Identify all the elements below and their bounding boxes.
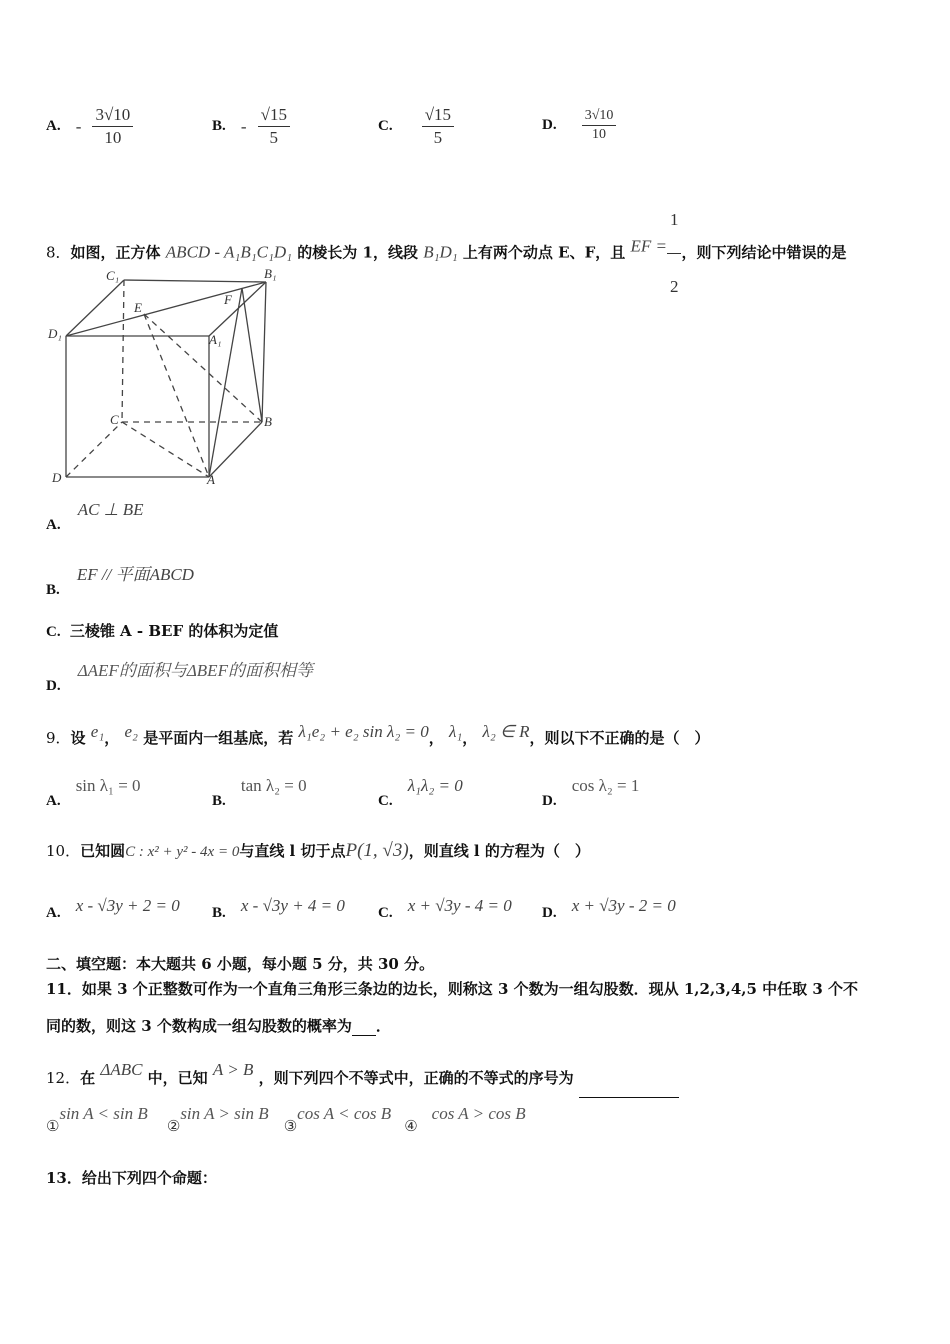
option-label: C.: [46, 624, 61, 640]
fraction: $\frac{3√10}{10}$: [92, 105, 133, 148]
option-label: D.: [542, 905, 557, 921]
q9-option-b: B. tan λ₂ = 0: [212, 776, 307, 809]
q10-option-b: B. x - √3y + 4 = 0: [212, 896, 345, 921]
q10-stem: 10．已知圆C : x² + y² - 4x = 0与直线 l 切于点P(1, √3)，则直线 l 的方程为（ ）: [46, 840, 590, 861]
option-label: A.: [46, 517, 61, 533]
answer-blank[interactable]: [352, 1021, 376, 1036]
cube-figure: [44, 264, 284, 489]
label-d1: D₁: [48, 326, 62, 341]
edge-b1-b: [262, 282, 266, 422]
label-b1: B₁: [264, 266, 277, 281]
q8-option-b: B. EF // 平面ABCD: [46, 565, 194, 598]
option-label: D.: [542, 793, 557, 809]
q10-option-a: A. x - √3y + 2 = 0: [46, 896, 180, 921]
option-label: A.: [46, 905, 61, 921]
option-label: B.: [212, 793, 226, 809]
hidden-c1-c: [122, 280, 124, 422]
q8-option-d: D. ΔAEF的面积与ΔBEF的面积相等: [46, 661, 313, 694]
option-label: C.: [378, 118, 393, 134]
answer-blank[interactable]: [579, 1083, 679, 1098]
q11-line2: 同的数，则这 3 个数构成一组勾股数的概率为 ．: [46, 1017, 391, 1035]
fraction: $\frac{3√10}{10}$: [582, 108, 617, 143]
option-label: A.: [46, 793, 61, 809]
segment-d1-b1: [66, 282, 266, 336]
edge-c1-b1: [124, 280, 266, 282]
segment-f-b: [242, 288, 262, 422]
option-label: D.: [46, 678, 61, 694]
label-a: A: [207, 472, 215, 487]
label-b: B: [264, 414, 272, 429]
label-c: C: [110, 412, 119, 427]
label-c1: C₁: [106, 268, 120, 283]
label-e: E: [134, 300, 142, 315]
q9-option-a: A. sin λ₁ = 0: [46, 776, 141, 809]
option-label: D.: [542, 117, 557, 133]
label-f: F: [224, 292, 232, 307]
q7-option-c: [378, 105, 454, 148]
q12-items: ①sin A < sin B ②sin A > sin B ③cos A < cos B ④cos A > cos B: [46, 1104, 526, 1135]
option-label: C.: [378, 905, 393, 921]
q10-option-c: C. x + √3y - 4 = 0: [378, 896, 512, 921]
q12-stem: 12．在 ΔABC 中，已知 A > B ，则下列四个不等式中，正确的不等式的序号为: [46, 1050, 679, 1098]
q7-option-a: A. - $\frac{3√10}{10}$: [46, 105, 133, 148]
option-label: B.: [212, 118, 226, 134]
section-heading: 二、填空题：本大题共 6 小题，每小题 5 分，共 30 分。: [46, 955, 435, 973]
option-label: B.: [46, 582, 60, 598]
option-label: B.: [212, 905, 226, 921]
fraction: $\frac{√15}{5}$: [422, 105, 454, 148]
option-label: C.: [378, 793, 393, 809]
q9-option-d: D. cos λ₂ = 1: [542, 776, 640, 809]
q8-option-c: C. 三棱锥 A - BEF 的体积为定值: [46, 622, 279, 640]
q11-line1: 11．如果 3 个正整数可作为一个直角三角形三条边的边长，则称这 3 个数为一组勾股数．现从 1,2,3,4,5 中任取 3 个不: [46, 980, 859, 998]
fraction: $\frac{1}{2}$: [667, 188, 682, 319]
q9-stem: 9．设 e₁， e₂ 是平面内一组基底，若 λ₁e₂ + e₂ sin λ₂ = 0， λ₁， λ₂ ∈ R，则以下不正确的是（ ）: [46, 722, 710, 747]
q9-option-c: C. λ₁λ₂ = 0: [378, 776, 463, 809]
q13-stem: 13．给出下列四个命题：: [46, 1169, 217, 1187]
label-d: D: [52, 470, 62, 485]
q7-option-b: B. - $\frac{√15}{5}$: [212, 105, 290, 148]
label-a1: A₁: [209, 332, 222, 347]
hidden-d-c: [66, 422, 122, 477]
q8-option-a: A. AC ⊥ BE: [46, 500, 144, 533]
hidden-e-a: [144, 314, 209, 477]
q7-option-d: [542, 108, 616, 143]
hidden-e-b: [144, 314, 262, 422]
q8-stem: 8．如图，正方体 ABCD - A₁B₁C₁D₁ 的棱长为 1，线段 B₁D₁ 上有两个动点 E、F，且 EF = $\frac{1}{2}$ ，则下列结论中错误的是: [46, 188, 846, 319]
hidden-c-a: [122, 422, 209, 477]
q10-option-d: D. x + √3y - 2 = 0: [542, 896, 676, 921]
fraction: $\frac{√15}{5}$: [258, 105, 290, 148]
option-label: A.: [46, 118, 61, 134]
